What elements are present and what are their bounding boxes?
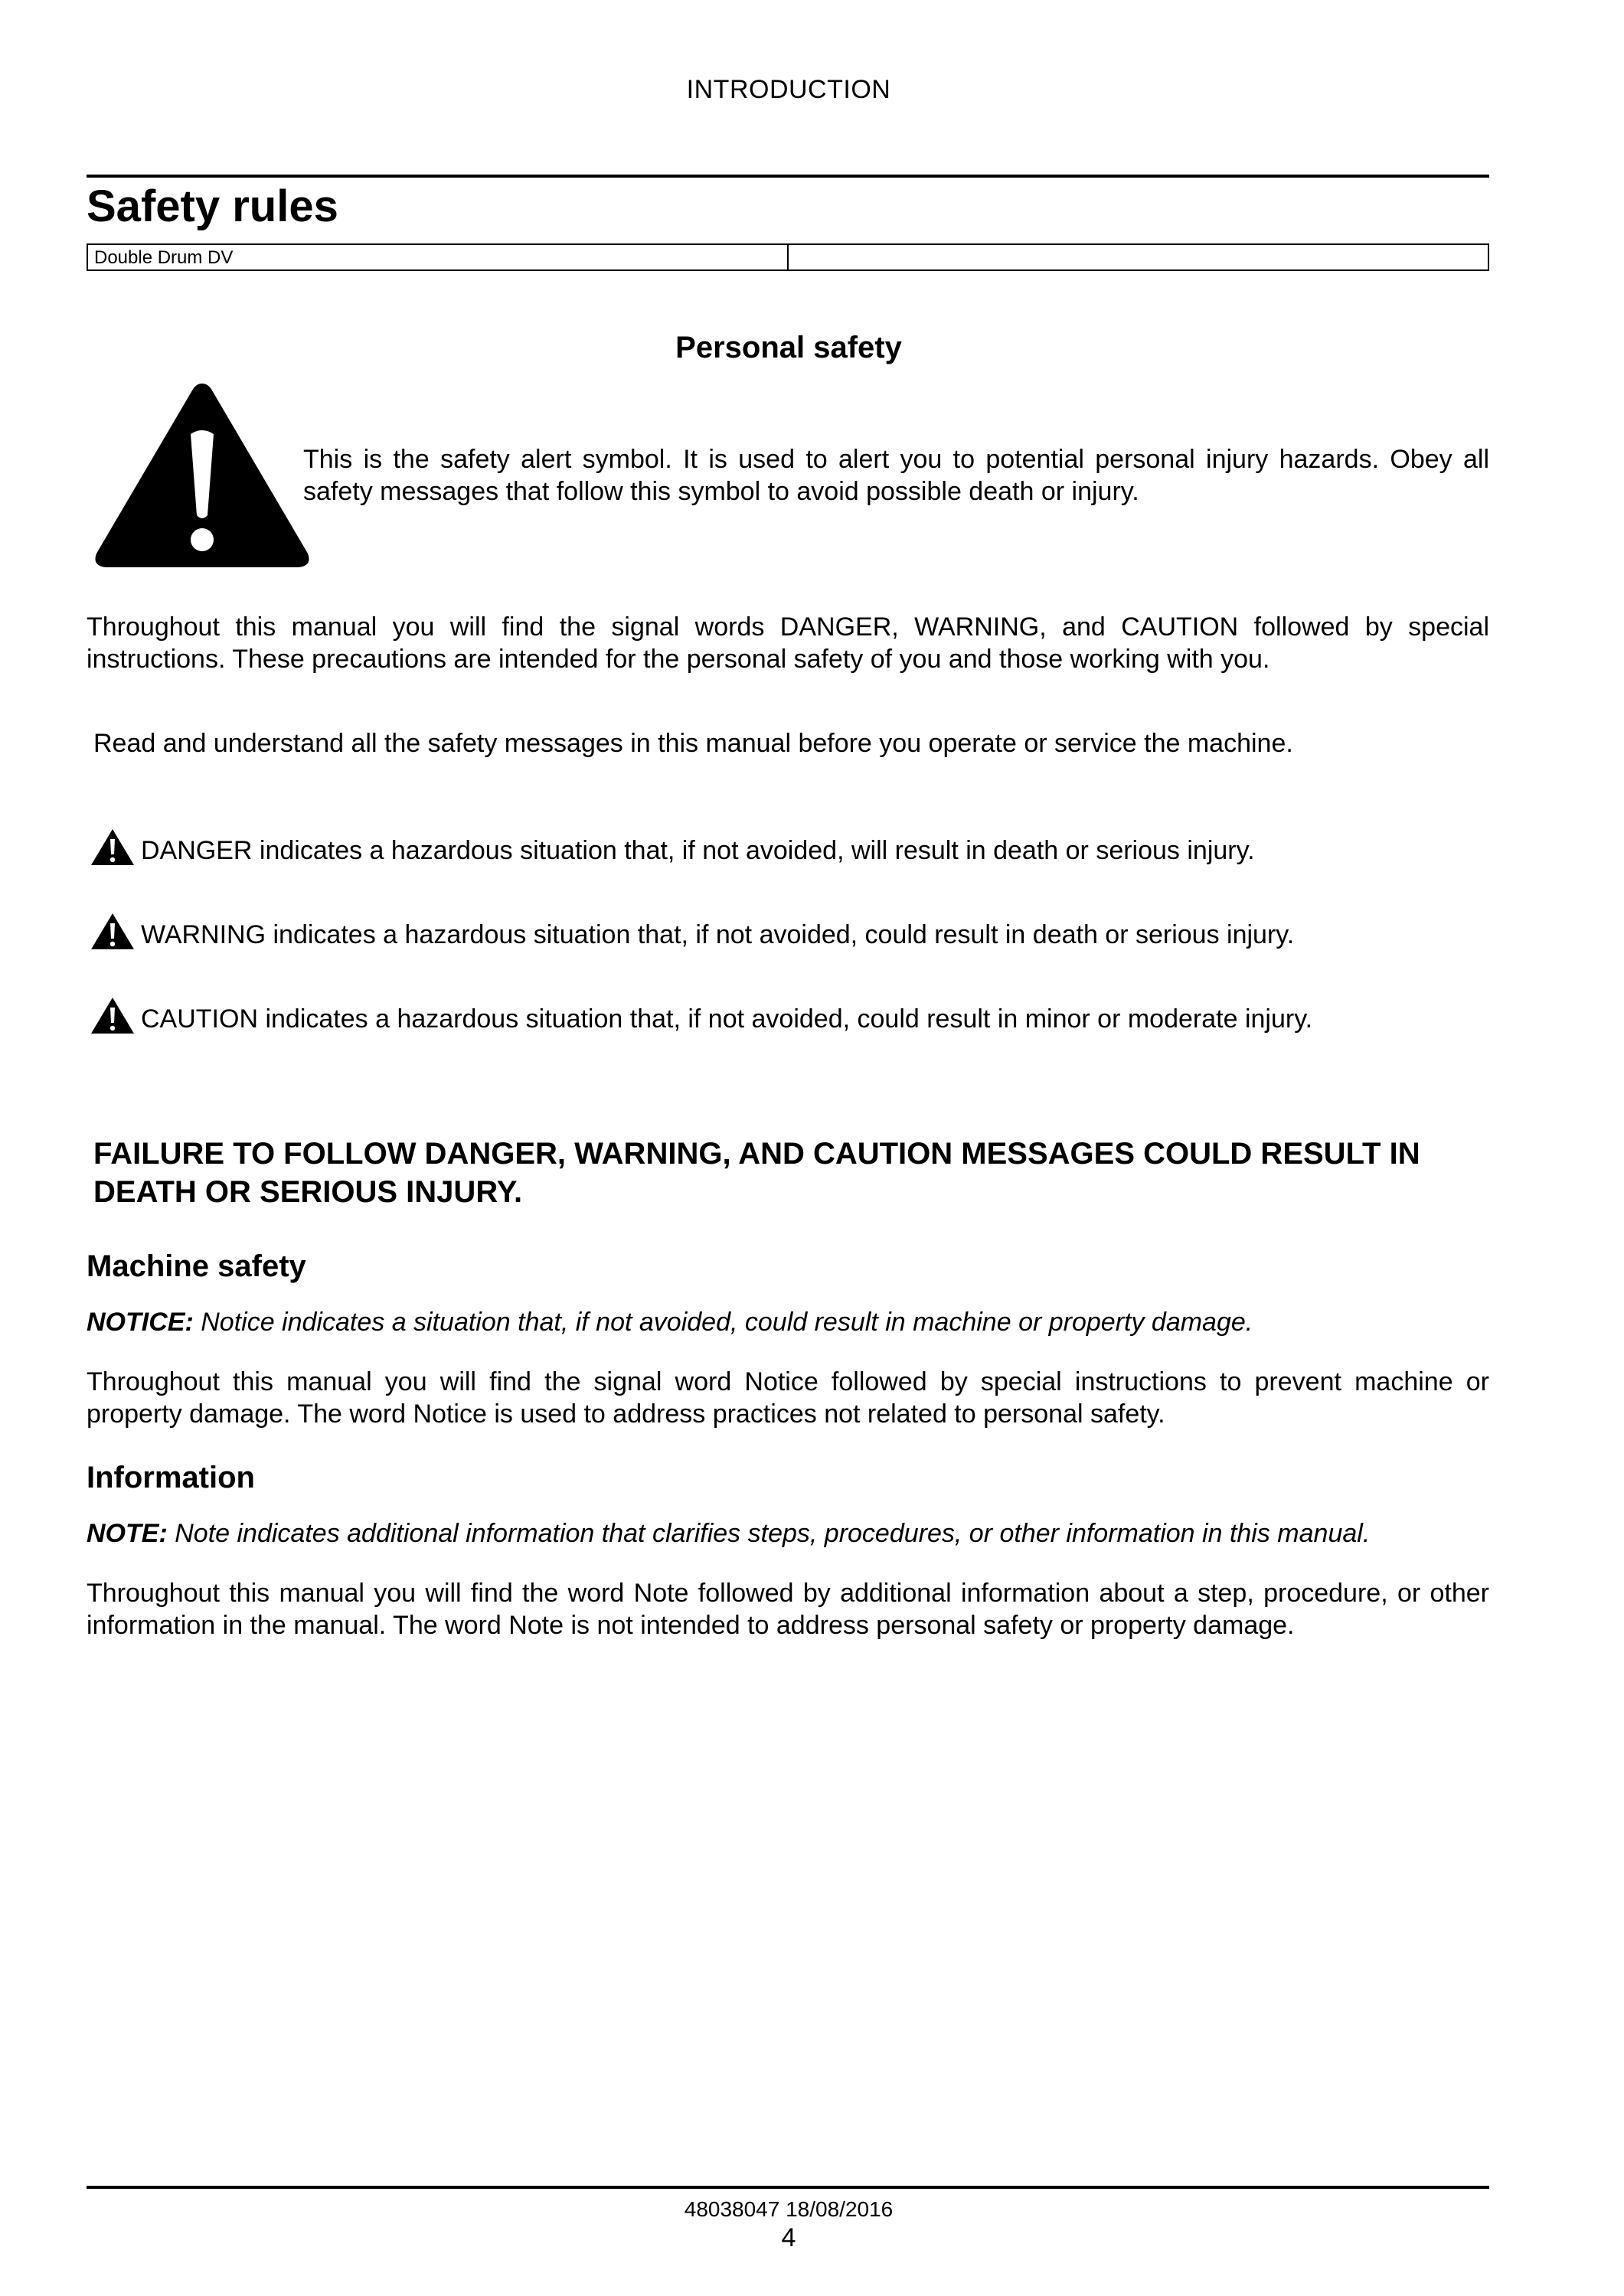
warning-alert-icon xyxy=(90,913,135,951)
warning-row xyxy=(90,913,1489,951)
notice-line xyxy=(87,1306,1489,1338)
signal-words-paragraph: Throughout this manual you will find the signal words DANGER, WARNING, and CAUTION followed by special instructions. These precautions are intended for the personal safety of you and those working with you. xyxy=(87,612,1489,674)
page-number: 4 xyxy=(781,2223,796,2252)
information-heading: Information xyxy=(87,1461,255,1494)
read-understand-paragraph: Read and understand all the safety messages in this manual before you operate or service the machine. xyxy=(93,729,1293,758)
caution-row xyxy=(90,997,1489,1035)
machine-safety-heading: Machine safety xyxy=(87,1249,306,1283)
model-cell: Double Drum DV xyxy=(94,247,234,268)
document-code: 48038047 18/08/2016 xyxy=(684,2197,894,2221)
caution-alert-icon xyxy=(90,997,135,1035)
failure-warning: FAILURE TO FOLLOW DANGER, WARNING, AND CAUTION MESSAGES COULD RESULT IN DEATH OR SERIOUS INJURY. xyxy=(93,1137,1420,1209)
note-text: Note indicates additional information that clarifies steps, procedures, or other information in this manual. xyxy=(175,1519,1371,1548)
caution-text: CAUTION indicates a hazardous situation that, if not avoided, could result in minor or moderate injury. xyxy=(141,1004,1313,1034)
notice-label: NOTICE: xyxy=(87,1308,194,1337)
machine-safety-paragraph: Throughout this manual you will find the signal word Notice followed by special instructions to prevent machine or property damage. The word Notice is used to address practices not related to personal safety. xyxy=(87,1367,1489,1429)
safety-alert-icon xyxy=(90,379,314,572)
note-label: NOTE: xyxy=(87,1519,168,1548)
personal-safety-heading: Personal safety xyxy=(675,331,902,364)
danger-text: DANGER indicates a hazardous situation that, if not avoided, will result in death or serious injury. xyxy=(141,836,1255,865)
danger-row xyxy=(90,828,1489,867)
model-info-table xyxy=(87,243,1489,271)
empty-cell xyxy=(787,245,1488,269)
danger-alert-icon xyxy=(90,828,135,867)
footer-rule xyxy=(87,2186,1489,2189)
information-paragraph: Throughout this manual you will find the word Note followed by additional information about a step, procedure, or other information in the manual. The word Note is not intended to address personal safety or property damage. xyxy=(87,1579,1489,1640)
section-title: Safety rules xyxy=(87,181,338,231)
running-header: INTRODUCTION xyxy=(686,75,891,104)
warning-text: WARNING indicates a hazardous situation that, if not avoided, could result in death or serious injury. xyxy=(141,920,1295,949)
notice-text: Notice indicates a situation that, if not avoided, could result in machine or property damage. xyxy=(201,1308,1253,1337)
note-line xyxy=(87,1517,1489,1550)
alert-symbol-text: This is the safety alert symbol. It is used to alert you to potential personal injury hazards. Obey all safety messages that follow this symbol to avoid possible death or injury. xyxy=(303,445,1489,506)
header-rule xyxy=(87,175,1489,178)
